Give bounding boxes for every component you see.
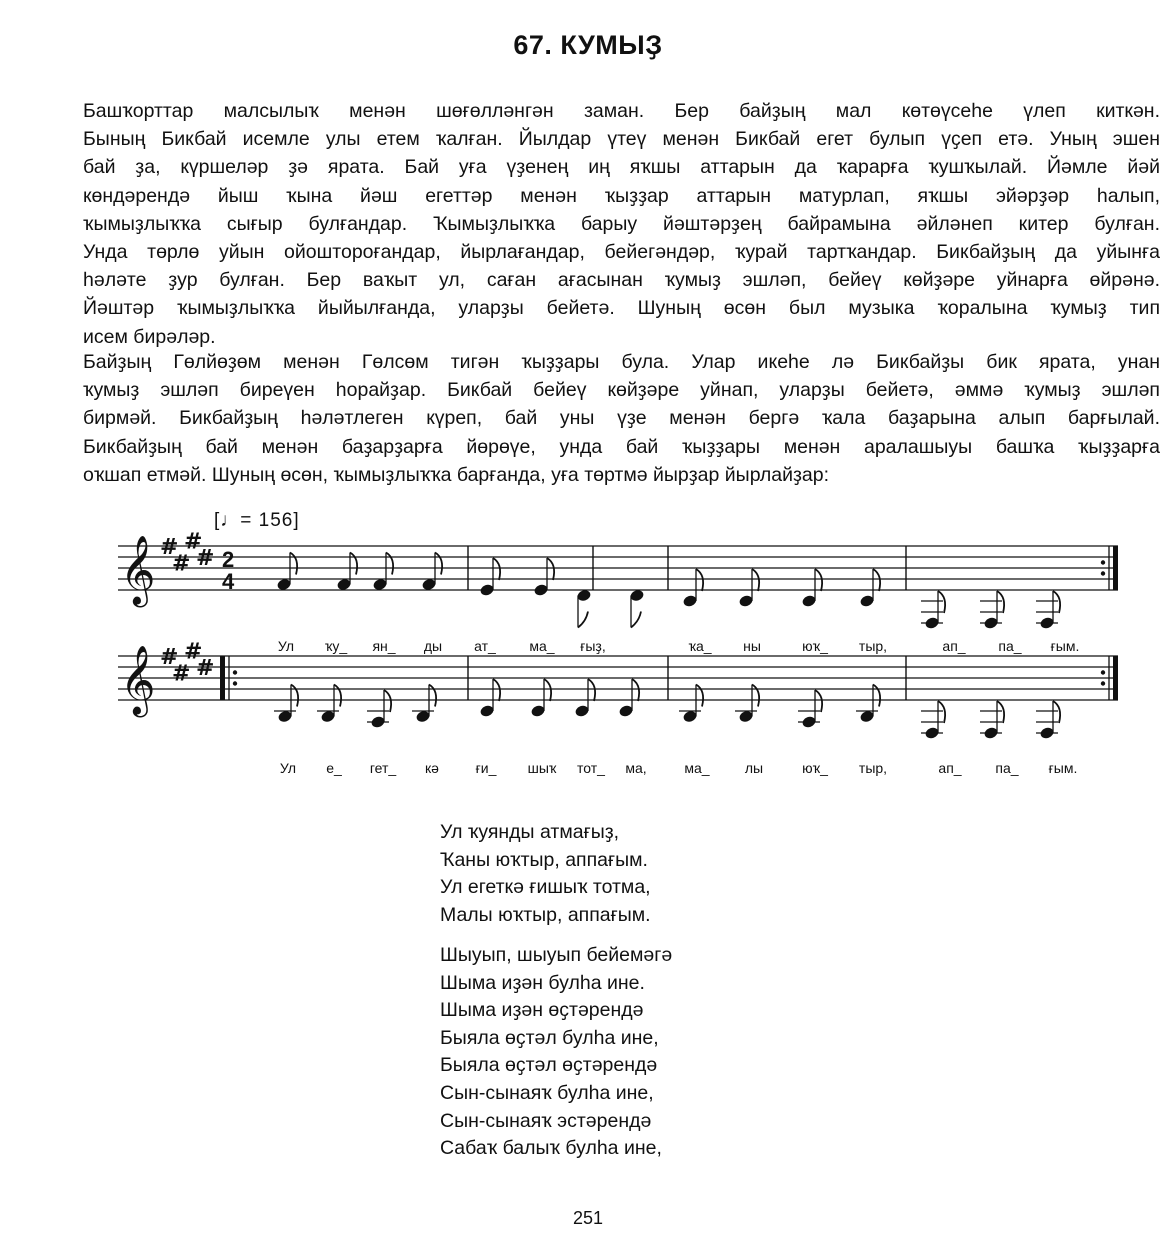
lyric-syllable: ҡу_ — [324, 638, 348, 654]
verse-line: Быяла өҫтәл булһа ине, — [440, 1026, 659, 1049]
lyric-syllable: шыҡ — [527, 760, 557, 776]
sharp-icon: # — [196, 656, 215, 681]
note-flag — [334, 685, 341, 707]
note-flag — [290, 553, 297, 575]
staff-1 — [118, 530, 1118, 630]
note-flag — [938, 591, 945, 613]
sharp-icon: # — [172, 661, 191, 687]
verse-2 — [440, 942, 672, 1163]
note-flag — [815, 690, 822, 712]
paragraph-1-line: Башҡорттар малсылыҡ менән шөғөлләнгән заман. Бер байҙың мал көтөүсеһе үлеп киткән. — [83, 100, 1160, 122]
treble-clef-icon: 𝄞 — [120, 645, 156, 715]
repeat-dot — [1101, 560, 1105, 564]
repeat-dot — [233, 681, 237, 685]
sharp-icon: # — [184, 639, 203, 665]
lyric-syllable: ат_ — [474, 638, 496, 654]
lyric-syllable: ғыҙ, — [580, 638, 606, 654]
verse-1 — [440, 819, 651, 929]
sharp-icon: # — [184, 529, 203, 555]
lyric-syllable: па_ — [995, 760, 1019, 776]
paragraph-2-line: Байҙың Гөлйөҙөм менән Гөлсөм тигән ҡыҙҙары була. Улар икеһе лә Бикбайҙы бик ярата, унан — [83, 351, 1160, 373]
sharp-icon: # — [172, 551, 191, 577]
verse-line: Шыма иҙән өҫтәрендә — [440, 999, 644, 1022]
tempo-bracket-close: ] — [293, 510, 300, 531]
lyric-syllable: юҡ_ — [802, 638, 828, 654]
lyric-syllable: ма_ — [529, 638, 555, 654]
lyric-syllable: ғым. — [1050, 638, 1080, 654]
paragraph-1-line: Бының Бикбай исемле улы етем ҡалған. Йылдар үтеү менән Бикбай егет булып үҫеп етә. Уның эшен — [83, 128, 1160, 151]
verse-line: Ҡаны юҡтыр, аппағым. — [440, 848, 648, 871]
verse-line: Шыма иҙән булһа ине. — [440, 971, 645, 994]
sharp-icon: # — [196, 546, 215, 571]
note-flag — [350, 553, 357, 575]
paragraph-1-line: бай ҙа, күршеләр ҙә ярата. Бай уға үҙенең иң яҡшы аттарын да ҡарарға ҡушҡылай. Йәмле йәй — [83, 156, 1160, 179]
lyric-syllable: ап_ — [938, 760, 962, 776]
repeat-end-thick — [1113, 546, 1118, 590]
note-flag — [1053, 701, 1060, 723]
note-flag — [696, 685, 703, 707]
lyric-syllable: па_ — [998, 638, 1022, 654]
verse-line: Сын-сынаяҡ эстәрендә — [440, 1109, 652, 1132]
note-flag — [938, 701, 945, 723]
note-flag — [752, 685, 759, 707]
paragraph-1-line: Унда төрлө уйын ойоштороғандар, йырлағандар, бейегәндәр, ҡурай тартҡандар. Бикбайҙың да уйынға — [83, 241, 1160, 264]
lyric-syllable: кә — [425, 760, 439, 776]
lyrics-line-2 — [280, 760, 1077, 776]
lyric-syllable: лы — [744, 760, 764, 776]
page-title: 67. КУМЫҘ — [513, 30, 663, 60]
note-flag — [493, 558, 500, 580]
lyric-syllable: Ул — [279, 760, 297, 776]
note-flag — [386, 553, 393, 575]
paragraph-1-line: һәләте ҙур булған. Бер ваҡыт ул, саған ағасынан ҡумыҙ эшләп, бейеү көйҙәре уйнарға өйрәнә. — [83, 269, 1160, 292]
lyric-syllable: тот_ — [577, 760, 605, 776]
lyric-syllable: тыр, — [858, 638, 888, 654]
lyric-syllable: ян_ — [372, 638, 396, 654]
note-flag — [631, 612, 641, 628]
repeat-end-thick — [1113, 656, 1118, 700]
repeat-start-thick — [220, 656, 225, 700]
note-flag — [696, 569, 703, 591]
lyric-syllable: ды — [423, 638, 443, 654]
verse-line: Малы юҡтыр, аппағым. — [440, 903, 651, 926]
lyric-syllable: ғым. — [1048, 760, 1078, 776]
treble-clef-icon: 𝄞 — [120, 535, 156, 605]
repeat-dot — [1101, 681, 1105, 685]
verse-line: Сабаҡ балыҡ булһа ине, — [440, 1137, 662, 1160]
lyric-syllable: ғи_ — [475, 760, 497, 776]
note-flag — [547, 558, 554, 580]
tempo-value: = 156 — [240, 510, 294, 531]
paragraph-1-line: ҡымыҙлыҡҡа сығыр булғандар. Ҡымыҙлыҡҡа барыу йәштәрҙең байрамына әйләнеп китер булған. — [83, 212, 1160, 235]
note-flag — [291, 685, 298, 707]
verse-line: Сын-сынаяҡ булһа ине, — [440, 1081, 654, 1104]
paragraph-2-line: оҡшап етмәй. Шуның өсөн, ҡымыҙлыҡҡа барғанда, уға төртмә йырҙар йырлайҙар: — [83, 463, 830, 486]
note-flag — [873, 685, 880, 707]
paragraph-1-line: Йәштәр ҡымыҙлыҡҡа йыйылғанда, уларҙы бейетә. Шуның өсөн был музыка ҡоралына ҡумыҙ тип — [83, 297, 1160, 320]
note-flag — [815, 569, 822, 591]
note-flag — [435, 553, 442, 575]
paragraph-2-line: Бикбайҙың бай менән баҙарҙарға йөрөүе, унда бай ҡыҙҙары менән аралашыуы башҡа ҡыҙҙарға — [83, 435, 1160, 458]
lyric-syllable: ап_ — [942, 638, 966, 654]
note-flag — [429, 685, 436, 707]
lyric-syllable: ма, — [625, 760, 647, 776]
staff-2 — [118, 640, 1118, 740]
note-flag — [997, 701, 1004, 723]
repeat-dot — [1101, 571, 1105, 575]
repeat-dot — [233, 670, 237, 674]
paragraph-2-line: ҡумыҙ эшләп биреүен һорайҙар. Бикбай бейеү көйҙәре уйнап, уларҙы бейетә, әммә ҡумыҙ эшләп — [83, 379, 1160, 402]
note-flag — [1053, 591, 1060, 613]
lyric-syllable: Ул — [277, 638, 295, 654]
verse-line: Быяла өҫтәл өҫтәрендә — [440, 1054, 658, 1077]
verse-line: Шыуып, шыуып бейемәгә — [440, 944, 673, 966]
lyric-syllable: ма_ — [684, 760, 710, 776]
lyric-syllable: юҡ_ — [802, 760, 828, 776]
paragraph-2-line: бирмәй. Бикбайҙың һәләтлеген күреп, бай уны үҙе менән бергә ҡала баҙарына алып барғылай. — [83, 407, 1160, 430]
repeat-dot — [1101, 670, 1105, 674]
note-flag — [578, 612, 588, 628]
paragraph-1-line: исем бирәләр. — [83, 325, 216, 348]
lyric-syllable: ны — [743, 638, 761, 654]
lyric-syllable: гет_ — [369, 760, 397, 776]
note-flag — [873, 569, 880, 591]
note-flag — [493, 679, 500, 701]
note-flag — [588, 679, 595, 701]
note-flag — [632, 679, 639, 701]
verse-line: Ул егеткә ғишыҡ тотма, — [440, 876, 651, 899]
note-flag — [752, 569, 759, 591]
verse-line: Ул ҡуянды атмағыҙ, — [440, 821, 620, 843]
time-signature-top: 2 — [222, 547, 235, 572]
note-flag — [384, 690, 391, 712]
time-signature-bottom: 4 — [222, 569, 235, 594]
quarter-note-icon: ♩ — [220, 510, 241, 531]
sharp-icon: # — [160, 645, 179, 670]
lyrics-line-1 — [278, 638, 1079, 654]
note-flag — [544, 679, 551, 701]
lyric-syllable: тыр, — [858, 760, 888, 776]
sharp-icon: # — [160, 535, 179, 560]
page-number: 251 — [572, 1208, 604, 1228]
tempo-bracket-open: [ — [214, 510, 221, 531]
note-flag — [997, 591, 1004, 613]
paragraph-1-line: көндәрендә йыш ҡына йәш егеттәр менән ҡыҙҙар аттарын матурлап, яҡшы эйәрҙәр һалып, — [83, 184, 1160, 207]
lyric-syllable: ҡа_ — [688, 638, 712, 654]
lyric-syllable: е_ — [326, 760, 342, 776]
